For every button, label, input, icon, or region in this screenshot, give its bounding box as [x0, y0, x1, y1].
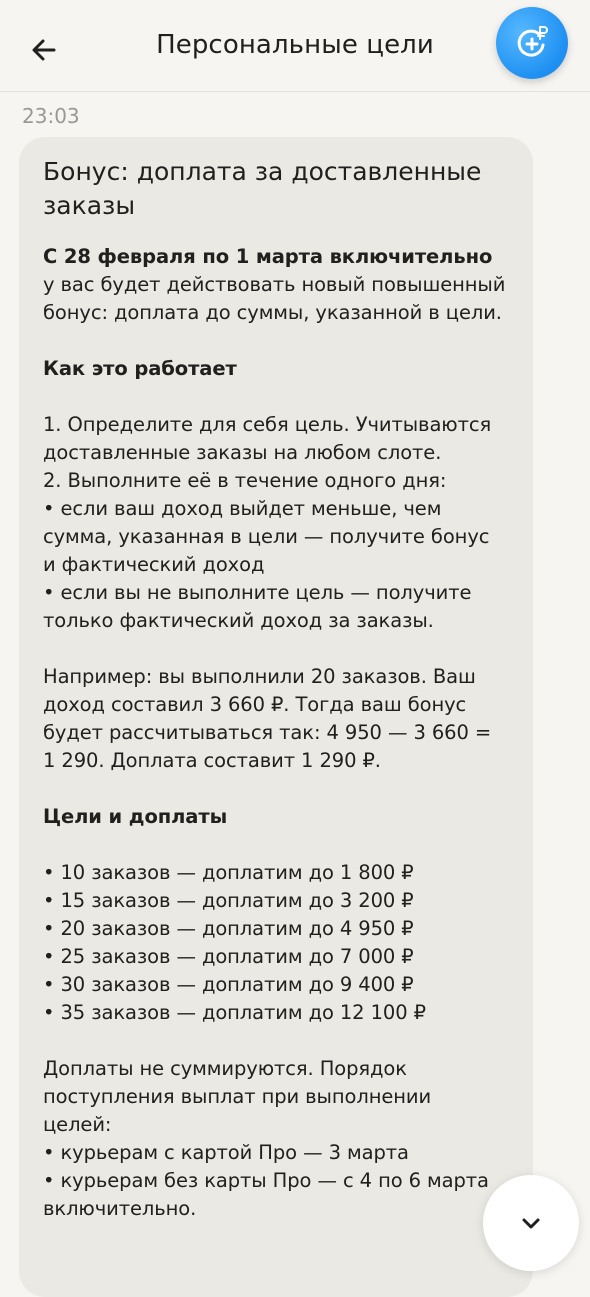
text-line: будет рассчитываться так: 4 950 — 3 660 = — [43, 721, 492, 744]
message-timestamp: 23:03 — [22, 104, 80, 128]
message-bubble — [19, 137, 533, 1297]
intro-paragraph — [43, 243, 509, 327]
example-paragraph — [43, 663, 509, 775]
goal-item: • 35 заказов — доплатим до 12 100 ₽ — [43, 1001, 426, 1024]
goals-heading: Цели и доплаты — [43, 805, 228, 828]
text-line: доход составил 3 660 ₽. Тогда ваш бонус — [43, 693, 467, 716]
text-line: Например: вы выполнили 20 заказов. Ваш — [43, 665, 476, 688]
chevron-down-icon — [518, 1210, 544, 1236]
scroll-down-button[interactable] — [483, 1175, 579, 1271]
text-line: только фактический доход за заказы. — [43, 609, 434, 632]
how-it-works-heading: Как это работает — [43, 357, 237, 380]
text-line: • если вы не выполните цель — получите — [43, 581, 472, 604]
message-title: Бонус: доплата за доставленные заказы — [43, 157, 482, 220]
text-line: Доплаты не суммируются. Порядок — [43, 1057, 407, 1080]
text-line: сумма, указанная в цели — получите бонус — [43, 525, 490, 548]
intro-dates: С 28 февраля по 1 марта включительно — [43, 245, 493, 268]
how-it-works-list — [43, 411, 509, 635]
page-title: Персональные цели — [156, 30, 434, 60]
goal-item: • 10 заказов — доплатим до 1 800 ₽ — [43, 861, 414, 884]
text-line: доставленные заказы на любом слоте. — [43, 441, 442, 464]
goal-item: • 15 заказов — доплатим до 3 200 ₽ — [43, 889, 414, 912]
text-line: 2. Выполните её в течение одного дня: — [43, 469, 447, 492]
text-line: включительно. — [43, 1197, 197, 1220]
intro-text: у вас будет действовать новый повышенный бонус: доплата до суммы, указанной в цели. — [43, 273, 506, 324]
text-line: 1. Определите для себя цель. Учитываются — [43, 413, 492, 436]
payout-paragraph — [43, 1055, 509, 1223]
goal-item: • 20 заказов — доплатим до 4 950 ₽ — [43, 917, 414, 940]
text-line: поступления выплат при выполнении — [43, 1085, 432, 1108]
text-line: • курьерам с картой Про — 3 марта — [43, 1141, 409, 1164]
text-line: • курьерам без карты Про — с 4 по 6 марта — [43, 1169, 489, 1192]
bonus-button[interactable] — [496, 7, 568, 79]
text-line: • если ваш доход выйдет меньше, чем — [43, 497, 442, 520]
app-header — [0, 0, 590, 92]
bonus-ruble-icon — [512, 23, 552, 63]
goal-item: • 25 заказов — доплатим до 7 000 ₽ — [43, 945, 414, 968]
goals-list — [43, 859, 509, 1027]
text-line: целей: — [43, 1113, 112, 1136]
text-line: 1 290. Доплата составит 1 290 ₽. — [43, 749, 381, 772]
text-line: и фактический доход — [43, 553, 265, 576]
goal-item: • 30 заказов — доплатим до 9 400 ₽ — [43, 973, 414, 996]
